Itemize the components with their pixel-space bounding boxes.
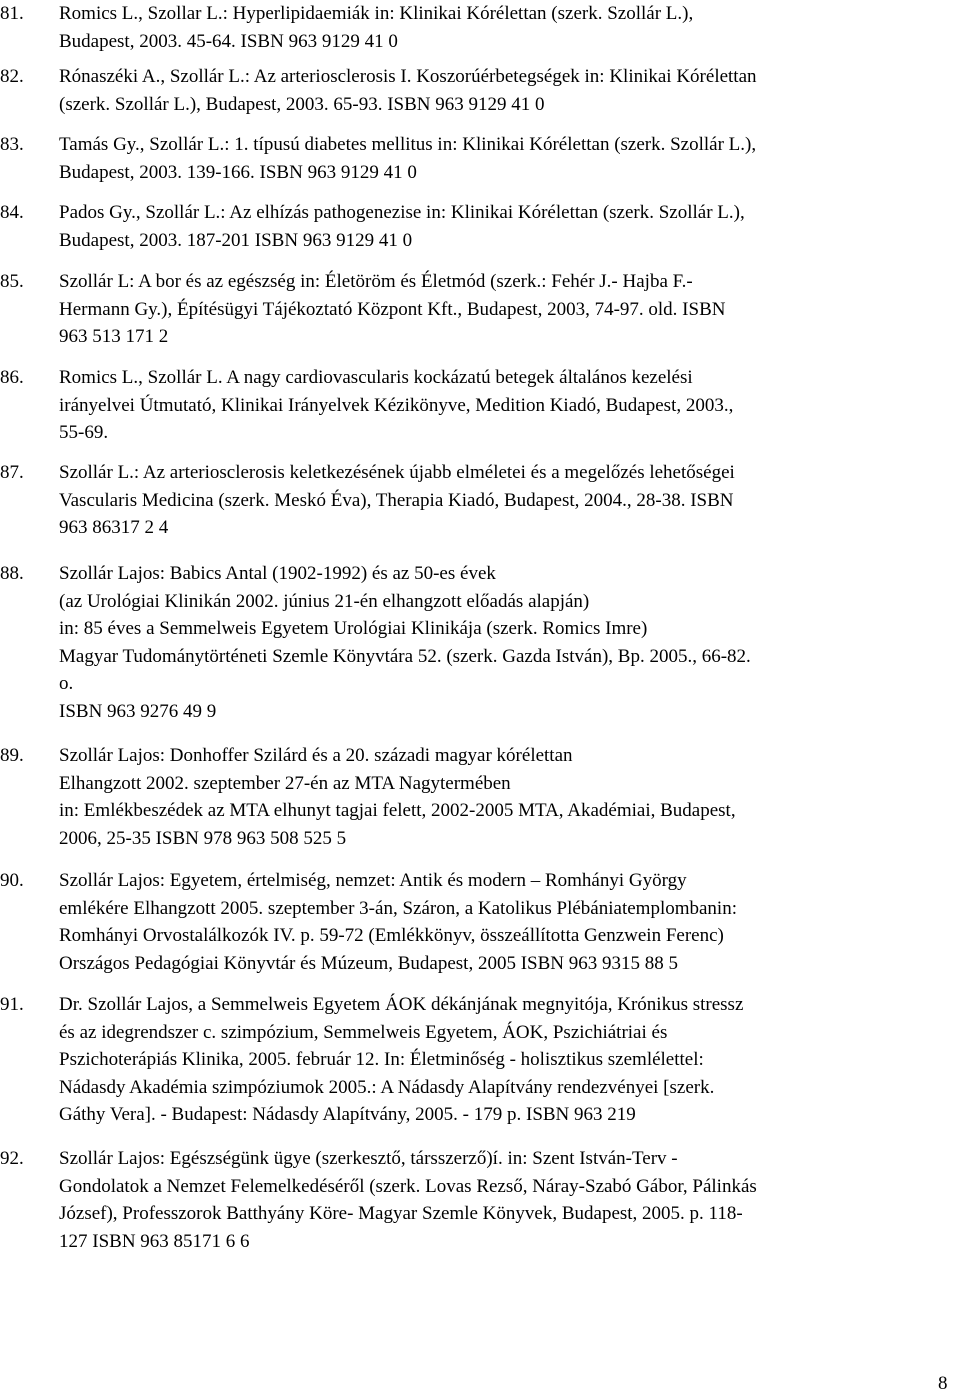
reference-number: 87. [0,462,24,483]
reference-text-line: Vascularis Medicina (szerk. Meskó Éva), Therapia Kiadó, Budapest, 2004., 28-38. ISBN [59,489,734,511]
reference-number: 88. [0,563,24,584]
reference-number: 89. [0,745,24,766]
reference-number: 86. [0,367,24,388]
reference-text-line: és az idegrendszer c. szimpózium, Semmelweis Egyetem, ÁOK, Pszichiátriai és [59,1021,668,1043]
reference-text-line: Szollár Lajos: Egészségünk ügye (szerkesztő, társszerző)í. in: Szent István-Terv - [59,1148,678,1169]
reference-number: 91. [0,994,24,1015]
reference-text-line: Szollár L.: Az arteriosclerosis keletkezésének újabb elméletei és a megelőzés lehetőségei [59,462,735,483]
reference-number: 85. [0,271,24,292]
reference-text-line: Pados Gy., Szollár L.: Az elhízás pathogenezise in: Klinikai Kórélettan (szerk. Szollár L.), [59,202,745,223]
reference-text-line: o. [59,673,74,694]
reference-text-line: Szollár Lajos: Babics Antal (1902-1992) és az 50-es évek [59,563,496,584]
reference-number: 84. [0,202,24,223]
reference-text-line: 963 86317 2 4 [59,517,169,538]
reference-text-line: ISBN 963 9276 49 9 [59,700,217,722]
reference-number: 90. [0,870,24,891]
reference-number: 92. [0,1148,24,1169]
reference-text-line: Elhangzott 2002. szeptember 27-én az MTA Nagytermében [59,772,511,794]
reference-text-line: Budapest, 2003. 139-166. ISBN 963 9129 41 0 [59,161,417,183]
reference-text-line: József), Professzorok Batthyány Köre- Magyar Szemle Könyvek, Budapest, 2005. p. 118- [59,1203,743,1224]
reference-text-line: Romics L., Szollár L. A nagy cardiovascularis kockázatú betegek általános kezelési [59,367,693,388]
reference-text-line: Romics L., Szollar L.: Hyperlipidaemiák in: Klinikai Kórélettan (szerk. Szollár L.), [59,3,694,24]
reference-text-line: (szerk. Szollár L.), Budapest, 2003. 65-93. ISBN 963 9129 41 0 [59,93,545,115]
reference-text-line: emlékére Elhangzott 2005. szeptember 3-án, Száron, a Katolikus Plébániatemplombanin: [59,897,737,919]
reference-text-line: Dr. Szollár Lajos, a Semmelweis Egyetem ÁOK dékánjának megnyitója, Krónikus stressz [59,994,744,1015]
reference-text-line: (az Urológiai Klinikán 2002. június 21-én elhangzott előadás alapján) [59,590,590,612]
reference-text-line: in: 85 éves a Semmelweis Egyetem Urológiai Klinikája (szerk. Romics Imre) [59,618,648,639]
reference-text-line: 55-69. [59,422,109,443]
reference-text-line: Szollár Lajos: Egyetem, értelmiség, nemzet: Antik és modern – Romhányi György [59,870,687,891]
reference-text-line: Romhányi Orvostalálkozók IV. p. 59-72 (Emlékkönyv, összeállította Genzwein Ferenc) [59,925,724,946]
reference-text-line: Budapest, 2003. 187-201 ISBN 963 9129 41 0 [59,229,413,251]
page-number: 8 [938,1373,948,1394]
reference-text-line: irányelvei Útmutató, Klinikai Irányelvek Kézikönyve, Medition Kiadó, Budapest, 2003., [59,394,734,416]
reference-text-line: Pszichoterápiás Klinika, 2005. február 12. In: Életminőség - holisztikus szemlélettel: [59,1049,704,1070]
reference-text-line: Tamás Gy., Szollár L.: 1. típusú diabetes mellitus in: Klinikai Kórélettan (szerk. Szollár L.), [59,134,757,155]
reference-text-line: Szollár Lajos: Donhoffer Szilárd és a 20. századi magyar kórélettan [59,745,573,766]
reference-text-line: Budapest, 2003. 45-64. ISBN 963 9129 41 0 [59,30,398,52]
reference-text-line: Magyar Tudománytörténeti Szemle Könyvtára 52. (szerk. Gazda István), Bp. 2005., 66-82. [59,645,751,667]
reference-text-line: Hermann Gy.), Építésügyi Tájékoztató Központ Kft., Budapest, 2003, 74-97. old. ISBN [59,298,726,320]
reference-text-line: in: Emlékbeszédek az MTA elhunyt tagjai felett, 2002-2005 MTA, Akadémiai, Budapest, [59,800,736,821]
reference-number: 81. [0,3,24,24]
reference-number: 82. [0,66,24,87]
reference-text-line: Országos Pedagógiai Könyvtár és Múzeum, Budapest, 2005 ISBN 963 9315 88 5 [59,952,679,974]
reference-number: 83. [0,134,24,155]
reference-text-line: 2006, 25-35 ISBN 978 963 508 525 5 [59,827,347,849]
reference-text-line: 963 513 171 2 [59,326,169,347]
reference-text-line: Gáthy Vera]. - Budapest: Nádasdy Alapítvány, 2005. - 179 p. ISBN 963 219 [59,1104,636,1125]
reference-text-line: Nádasdy Akadémia szimpóziumok 2005.: A Nádasdy Alapítvány rendezvényei [szerk. [59,1076,715,1098]
reference-text-line: 127 ISBN 963 85171 6 6 [59,1230,250,1252]
reference-text-line: Gondolatok a Nemzet Felemelkedéséről (szerk. Lovas Rezső, Náray-Szabó Gábor, Pálinkás [59,1175,757,1197]
reference-text-line: Szollár L: A bor és az egészség in: Életöröm és Életmód (szerk.: Fehér J.- Hajba F.- [59,271,693,292]
reference-text-line: Rónaszéki A., Szollár L.: Az arteriosclerosis I. Koszorúérbetegségek in: Klinikai Kórélettan [59,66,757,87]
